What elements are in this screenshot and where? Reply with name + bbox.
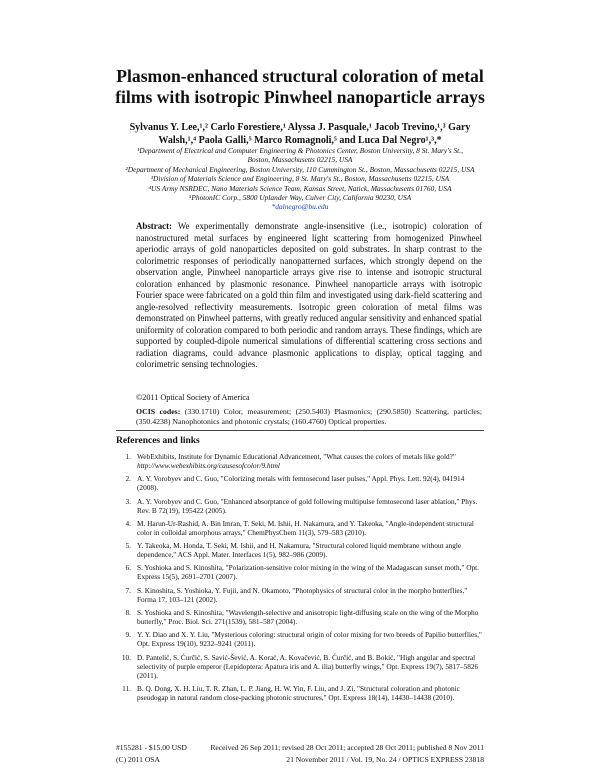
reference-item [116, 452, 484, 470]
reference-number: 3. [125, 496, 131, 506]
section-divider [116, 430, 484, 431]
reference-text: A. Y. Vorobyev and C. Guo, "Enhanced absorptance of gold following multipulse femtosecond laser ablation," Phys. Rev. B 72(19), 195422 (2005). [137, 496, 478, 515]
reference-text: WebExhibits, Institute for Dynamic Educational Advancement, "What causes the colors of metals like gold?" [137, 452, 456, 461]
reference-item [116, 541, 484, 559]
reference-url-link[interactable]: http://www.webexhibits.org/causesofcolor/9.html [137, 461, 280, 470]
reference-item [116, 684, 484, 702]
reference-text: S. Kinoshita, S. Yoshioka, Y. Fujii, and N. Okamoto, "Photophysics of structural color in the morpho butterflies," Forma 17, 103–121 (2002). [137, 585, 468, 604]
authors-line-1: Sylvanus Y. Lee,¹,² Carlo Forestiere,¹ Alyssa J. Pasquale,¹ Jacob Trevino,¹,³ Gary [129, 122, 471, 133]
affiliation-line: ⁴US Army NSRDEC, Nano Materials Science Team, Kansas Street, Natick, Massachusetts 01760, USA [148, 183, 452, 193]
reference-number: 5. [125, 541, 131, 551]
article-price: #155281 - $15.00 USD [116, 743, 187, 752]
reference-item [116, 608, 484, 626]
reference-text: S. Yoshioka and S. Kinoshita, "Wavelength-selective and anisotropic light-diffusing scale on the wing of the Morpho butterfly," Proc. Biol. Sci. 271(1539), 581–587 (2004). [137, 608, 479, 627]
affiliations [70, 146, 530, 212]
copyright-notice: ©2011 Optical Society of America [136, 393, 250, 402]
title-line-1: Plasmon-enhanced structural coloration of metal [116, 66, 484, 86]
paper-title [70, 66, 530, 108]
reference-number: 6. [125, 563, 131, 573]
affiliation-line: ⁵PhotonIC Corp., 5800 Uplander Way, Culver City, California 90230, USA [188, 193, 412, 203]
affiliation-line: ²Department of Mechanical Engineering, Boston University, 110 Cummington St., Boston, Massachusetts 02215, USA [125, 164, 475, 174]
reference-number: 8. [125, 608, 131, 618]
reference-item [116, 474, 484, 492]
reference-text: Y. Y. Diao and X. Y. Liu, "Mysterious coloring: structural origin of color mixing for two breeds of Papilio butterflies," Opt. Express 19(10), 9232–9241 (2011). [137, 630, 482, 649]
reference-number: 1. [125, 452, 131, 461]
reference-item [116, 519, 484, 537]
abstract-text: We experimentally demonstrate angle-insensitive (i.e., isotropic) coloration of nanostructured metal surfaces by engineered light scattering from homogenized Pinwheel aperiodic arrays of gold nanoparticles deposited on gold substrates. In sharp contrast to the colorimetric responses of periodically nanopatterned surfaces, which strongly depend on the observation angle, Pinwheel nanoparticle arrays give rise to intense and isotropic structural coloration enhanced by plasmonic resonance. Pinwheel nanoparticle arrays with isotropic Fourier space were fabricated on a gold thin film and investigated using dark-field scattering and angle-resolved reflectivity measurements. Isotropic green coloration of metal films was demonstrated on Pinwheel patterns, with greatly reduced angular sensitivity and enhanced spatial uniformity of coloration compared to both periodic and random arrays. These findings, which are supported by coupled-dipole numerical simulations of differential scattering cross sections and radiation diagrams, could advance plasmonic applications to display, optical tagging and colorimetric sensing technologies. [136, 221, 483, 369]
reference-text: B. Q. Dong, X. H. Liu, T. R. Zhan, L. P. Jiang, H. W. Yin, F. Liu, and J. Zi, "Structural coloration and photonic pseudogap in natural random close-packing photonic structures," Opt. Express 18(14), 14430–14438 (2010). [137, 683, 460, 702]
reference-item [116, 497, 484, 515]
reference-text: Y. Takeoka, M. Honda, T. Seki, M. Ishii, and H. Nakamura, "Structural colored liquid membrane without angle dependence," ACS Appl. Mater. Interfaces 1(5), 982–986 (2009). [137, 541, 462, 560]
affiliation-line: ³Division of Materials Science and Engineering, 8 St. Mary's St., Boston, Massachusetts 02215, USA [150, 174, 450, 184]
reference-text: S. Yoshioka and S. Kinoshita, "Polarization-sensitive color mixing in the wing of the Madagascan sunset moth," Opt. Express 15(5), 2691–2701 (2007). [137, 563, 479, 582]
reference-text: A. Y. Vorobyev and C. Guo, "Colorizing metals with femtosecond laser pulses," Appl. Phys. Lett. 92(4), 041914 (2008). [137, 474, 465, 493]
authors-line-2: Walsh,¹,⁴ Paola Galli,⁵ Marco Romagnoli,⁵ and Luca Dal Negro¹,³,* [158, 135, 442, 146]
reference-number: 9. [125, 630, 131, 640]
reference-number: 10. [121, 652, 131, 662]
references-heading: References and links [116, 436, 200, 446]
publication-history: Received 26 Sep 2011; revised 28 Oct 2011; accepted 28 Oct 2011; published 8 Nov 2011 [210, 743, 484, 752]
journal-citation: 21 November 2011 / Vol. 19, No. 24 / OPTICS EXPRESS 23818 [286, 755, 484, 764]
reference-item [116, 563, 484, 581]
reference-number: 4. [125, 518, 131, 528]
reference-number: 7. [125, 585, 131, 595]
affiliation-line: ¹Department of Electrical and Computer Engineering & Photonics Center, Boston University, 8 St. Mary's St., [137, 146, 463, 155]
reference-number: 2. [125, 474, 131, 484]
reference-item [116, 586, 484, 604]
reference-number: 11. [122, 683, 131, 693]
abstract-label: Abstract: [136, 221, 172, 231]
abstract [136, 221, 482, 371]
reference-text: D. Pantelić, S. Ćurčić, S. Savić-Šević, A. Korać, A. Kovačević, B. Ćurčić, and B. Bokić, "High angular and spectral selectivity of purple emperor (Lepidoptera: Apatura iris and A. ilia) butterfly wings," Opt. Express 19(7), 5817–5826 (2011). [137, 652, 479, 680]
affiliation-line: Boston, Massachusetts 02215, USA [247, 155, 353, 165]
author-list [70, 121, 530, 147]
reference-item [116, 653, 484, 680]
reference-text: M. Harun-Ur-Rashid, A. Bin Imran, T. Seki, M. Ishii, H. Nakamura, and Y. Takeoka, "Angle-independent structural color in colloidal amorphous arrays," ChemPhysChem 11(3), 579–583 (2010). [137, 518, 474, 537]
title-line-2: films with isotropic Pinwheel nanoparticle arrays [115, 87, 485, 107]
ocis-text: (330.1710) Color, measurement; (250.5403) Plasmonics; (290.5850) Scattering, particles; (350.4238) Nanophotonics and photonic crystals; (160.4760) Optical properties. [136, 407, 483, 426]
footer-copyright: (C) 2011 OSA [116, 755, 161, 764]
ocis-codes [136, 407, 482, 427]
ocis-label: OCIS codes: [136, 407, 181, 416]
references-list [116, 452, 484, 706]
reference-item [116, 630, 484, 648]
corresponding-email-link[interactable]: *dalnegro@bu.edu [271, 202, 329, 212]
